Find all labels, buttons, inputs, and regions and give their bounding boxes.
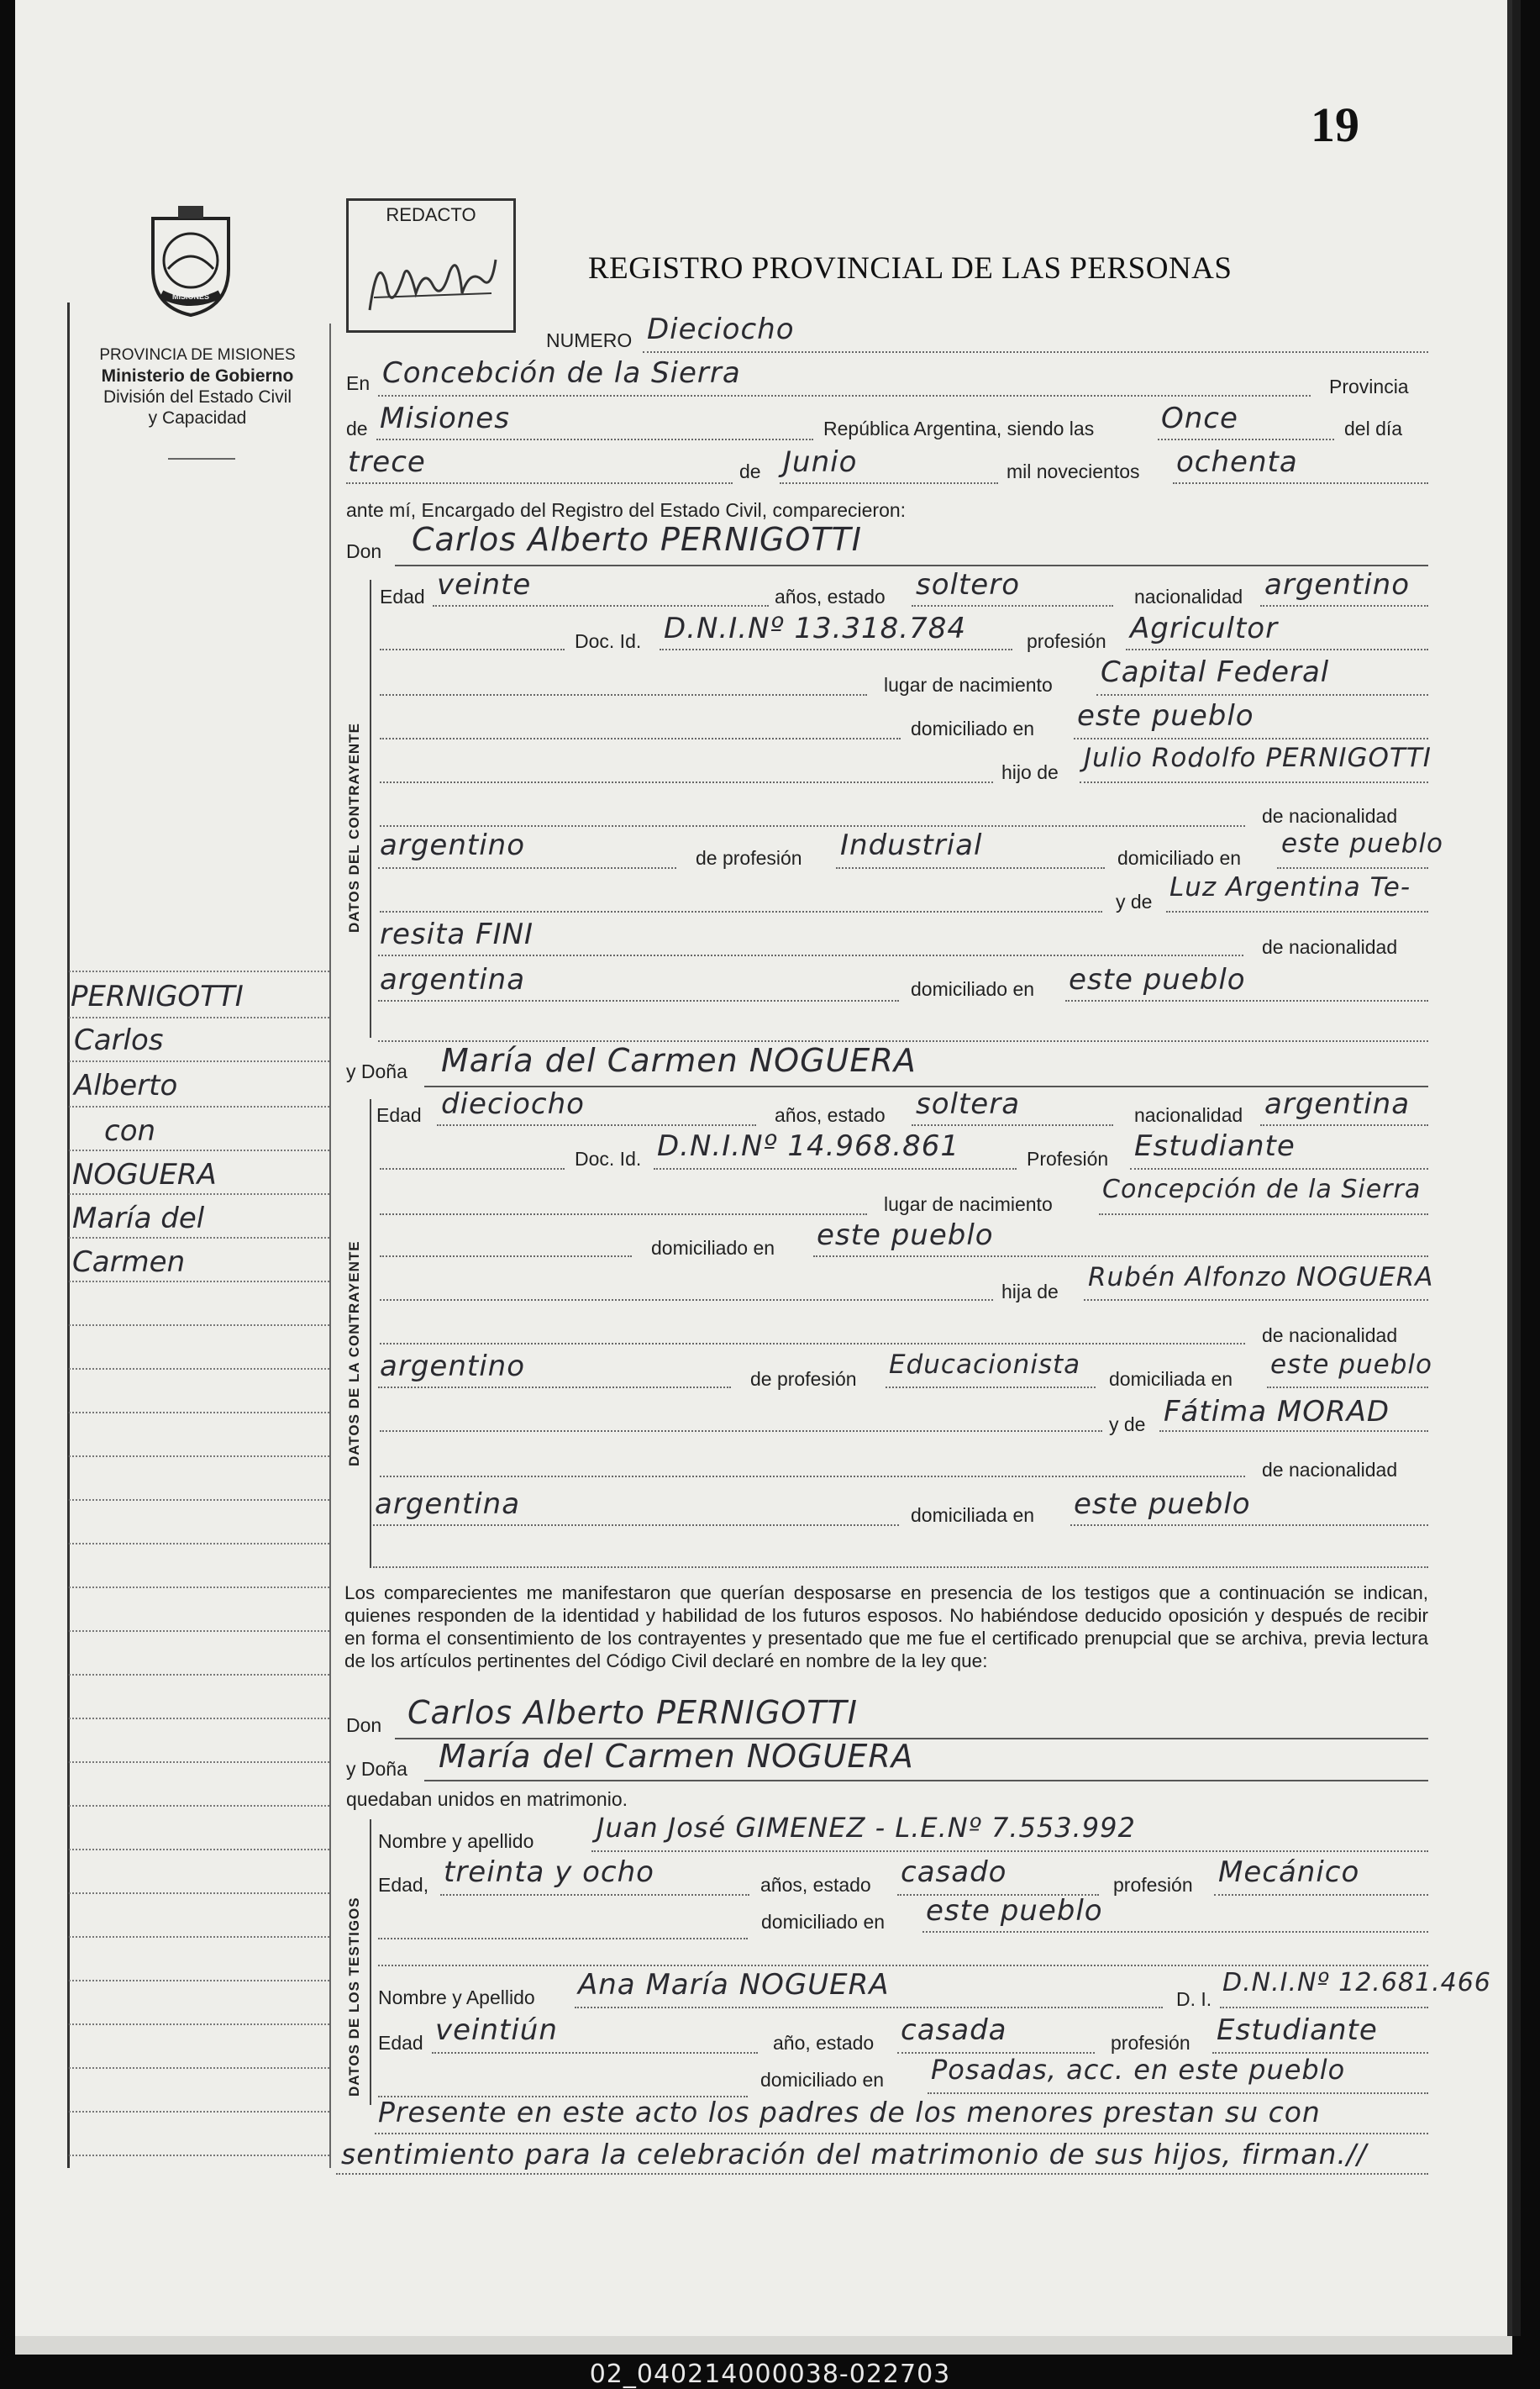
margin-line — [69, 1193, 329, 1195]
margin-line — [69, 1499, 329, 1501]
w1-edad-line — [440, 1894, 749, 1896]
bride-doc-line — [654, 1168, 1017, 1170]
groom-dom-label: domiciliado en — [911, 718, 1035, 739]
bride-lugar-lead — [380, 1213, 867, 1215]
w1-nombre-line — [591, 1850, 1428, 1852]
groom-madre2-line — [378, 955, 1243, 956]
hora-line — [1158, 439, 1334, 440]
ministry-header — [67, 345, 328, 429]
bride-edad-value: dieciocho — [441, 1087, 585, 1121]
bride-doc-lead — [380, 1168, 565, 1170]
bride-madre-line — [1159, 1430, 1428, 1432]
margin-line — [69, 2067, 329, 2069]
margin-line — [69, 1980, 329, 1981]
mes-value: Junio — [783, 445, 858, 479]
margin-line — [69, 1150, 329, 1151]
document-id: 02_040214000038-022703 — [589, 2360, 951, 2389]
redacto-label: REDACTO — [386, 204, 476, 225]
margin-note: PERNIGOTTI — [71, 980, 244, 1013]
bride-madre-lead — [380, 1430, 1102, 1432]
groom-hijo-line — [1080, 781, 1428, 783]
groom-doc-lead — [380, 649, 565, 650]
groom-estado-value: soltero — [916, 568, 1020, 602]
bride-estado-value: soltera — [916, 1087, 1021, 1121]
margin-note: Carmen — [72, 1245, 186, 1279]
decl-dona-value: María del Carmen NOGUERA — [439, 1738, 914, 1775]
groom-prof-label: profesión — [1027, 630, 1106, 652]
w2-nombre-value: Ana María NOGUERA — [578, 1968, 890, 2002]
groom-estado-label: años, estado — [775, 586, 886, 608]
note-line-1-rule — [375, 2133, 1428, 2134]
don-label: Don — [346, 540, 382, 562]
margin-line — [69, 1281, 329, 1282]
groom-padre-prof-label: de profesión — [696, 847, 802, 869]
groom-edad-line — [433, 605, 769, 607]
margin-note: NOGUERA — [72, 1158, 217, 1192]
w2-edad-value: veintiún — [435, 2013, 558, 2047]
w2-estado-label: año, estado — [773, 2032, 875, 2054]
bride-prof-label: Profesión — [1027, 1148, 1109, 1170]
margin-note: Carlos — [74, 1023, 164, 1057]
anio-value: ochenta — [1176, 445, 1298, 479]
groom-madre-nac-value: argentina — [380, 963, 526, 997]
w1-dom-value: este pueblo — [926, 1894, 1103, 1928]
decl-don-value: Carlos Alberto PERNIGOTTI — [407, 1694, 858, 1731]
ministry-label: Ministerio de Gobierno — [101, 366, 294, 386]
groom-padre-nac-value: argentino — [380, 829, 525, 862]
bride-nac-label: nacionalidad — [1134, 1104, 1243, 1126]
groom-bracket — [370, 580, 371, 1038]
bride-estado-label: años, estado — [775, 1104, 886, 1126]
margin-rule — [67, 303, 70, 2168]
del-dia-label: del día — [1344, 418, 1403, 439]
w2-nombre-label: Nombre y Apellido — [378, 1986, 535, 2008]
bride-madre-dom-value: este pueblo — [1074, 1487, 1251, 1521]
margin-line — [69, 1368, 329, 1370]
margin-line — [69, 1106, 329, 1108]
margin-line — [69, 2111, 329, 2113]
bride-doc-value: D.N.I.Nº 14.968.861 — [657, 1129, 959, 1163]
groom-padre-nac-line — [378, 867, 676, 869]
groom-edad-value: veinte — [437, 568, 532, 602]
groom-hijo-label: hijo de — [1001, 761, 1059, 783]
margin-line — [69, 1455, 329, 1457]
groom-padre-prof-value: Industrial — [840, 829, 983, 862]
w1-nombre-value: Juan José GIMENEZ - L.E.Nº 7.553.992 — [597, 1812, 1136, 1844]
w2-edad-line — [432, 2052, 758, 2054]
bride-madre-nac-value: argentina — [375, 1487, 521, 1521]
w1-dom-label: domiciliado en — [761, 1911, 886, 1933]
w1-edad-label: Edad, — [378, 1874, 429, 1896]
numero-label: NUMERO — [546, 329, 633, 351]
groom-madre-dom-line — [1065, 1000, 1428, 1002]
w2-dom-line — [928, 2092, 1428, 2094]
de-line — [376, 439, 813, 440]
province-label: PROVINCIA DE MISIONES — [99, 346, 296, 364]
numero-line — [643, 351, 1428, 353]
w2-edad-label: Edad — [378, 2032, 423, 2054]
bride-lugar-label: lugar de nacimiento — [884, 1193, 1053, 1215]
decl-dona-line — [424, 1780, 1428, 1781]
margin-line — [69, 1892, 329, 1894]
margin-line — [69, 1805, 329, 1807]
en-line — [378, 395, 1311, 397]
w2-prof-label: profesión — [1111, 2032, 1190, 2054]
note-line-2-rule — [336, 2173, 1428, 2175]
w1-estado-label: años, estado — [760, 1874, 871, 1896]
groom-padre-dom-value: este pueblo — [1281, 829, 1443, 859]
groom-padre-prof-line — [836, 867, 1105, 869]
margin-line — [69, 1849, 329, 1850]
w2-dom-label: domiciliado en — [760, 2069, 885, 2091]
groom-madre-nac-line — [378, 1000, 899, 1002]
bride-madre-nac-line — [373, 1524, 899, 1526]
bride-padre-dom-label: domiciliada en — [1109, 1368, 1233, 1390]
groom-hijo-lead — [380, 781, 993, 783]
groom-padre-dom-line — [1277, 867, 1428, 869]
margin-line — [69, 1936, 329, 1938]
bride-madre-dom-label: domiciliada en — [911, 1504, 1035, 1526]
margin-line — [69, 1060, 329, 1062]
groom-section-label: DATOS DEL CONTRAYENTE — [346, 723, 362, 933]
bride-section-label: DATOS DE LA CONTRAYENTE — [346, 1240, 362, 1466]
groom-madre-nac-label: de nacionalidad — [1262, 936, 1398, 958]
dia-line — [346, 482, 733, 484]
mes-line — [780, 482, 998, 484]
margin-note: con — [104, 1114, 156, 1148]
bride-madre-nac-label: de nacionalidad — [1262, 1459, 1398, 1481]
bride-madre-dom-line — [1070, 1524, 1428, 1526]
groom-nac-label: nacionalidad — [1134, 586, 1243, 608]
bride-madre-nac-lead — [380, 1476, 1245, 1477]
header-divider — [168, 458, 235, 460]
w1-prof-label: profesión — [1113, 1874, 1193, 1896]
w2-dom-value: Posadas, acc. en este pueblo — [931, 2054, 1346, 2086]
margin-note: Alberto — [74, 1069, 178, 1102]
groom-lugar-lead — [380, 694, 867, 696]
w2-di-line — [1220, 2007, 1428, 2008]
de-label: de — [346, 418, 368, 439]
republica-label: República Argentina, siendo las — [823, 418, 1095, 439]
margin-line — [69, 1017, 329, 1018]
declaration-paragraph: Los comparecientes me manifestaron que querían desposarse en presencia de los testigos que a continuación se indican, quienes responden de la identidad y habilidad de los futuros esposos. No habiéndose deducido oposición y después de recibir en forma el consentimiento de los contrayentes y presentado que me fue el certificado prenupcial que se archiva, previa lectura de los artículos pertinentes del Código Civil declaré en nombre de la ley que: — [344, 1582, 1428, 1671]
bride-padre-prof-value: Educacionista — [889, 1350, 1081, 1380]
bride-dom-line — [813, 1255, 1428, 1257]
bride-padre-nac-line — [378, 1387, 731, 1388]
bride-hija-lead — [380, 1299, 993, 1301]
bride-bracket — [370, 1099, 371, 1568]
groom-madre-value-1: Luz Argentina Te- — [1169, 872, 1411, 902]
groom-madre-value-2: resita FINI — [380, 918, 534, 951]
groom-nac2-lead — [380, 825, 1245, 827]
groom-doc-line — [660, 649, 1012, 650]
w2-estado-value: casada — [901, 2013, 1007, 2047]
groom-nac2-label: de nacionalidad — [1262, 805, 1398, 827]
division-label: División del Estado Civil — [102, 387, 292, 407]
w1-dom-line — [922, 1931, 1428, 1933]
groom-lugar-value: Capital Federal — [1101, 655, 1330, 689]
groom-madre-lead — [380, 911, 1102, 913]
bride-edad-line — [437, 1124, 756, 1126]
bride-nac-line — [1260, 1124, 1428, 1126]
redacto-box — [346, 198, 516, 333]
bride-madre-value: Fátima MORAD — [1164, 1395, 1390, 1429]
anio-line — [1173, 482, 1428, 484]
page-number: 19 — [1311, 97, 1359, 152]
dia-value: trece — [348, 445, 426, 479]
margin-line — [69, 1761, 329, 1763]
margin-line — [69, 1543, 329, 1544]
witness-bracket — [370, 1819, 371, 2105]
groom-dom-value: este pueblo — [1077, 699, 1254, 733]
groom-edad-label: Edad — [380, 586, 425, 608]
bride-dom-lead — [380, 1255, 632, 1257]
decl-dona-label: y Doña — [346, 1758, 407, 1780]
bride-padre-dom-value: este pueblo — [1270, 1350, 1432, 1380]
mil-label: mil novecientos — [1007, 460, 1140, 482]
w2-prof-value: Estudiante — [1217, 2013, 1378, 2047]
bride-padre-prof-label: de profesión — [750, 1368, 857, 1390]
margin-line — [69, 2023, 329, 2025]
note-line-2: sentimiento para la celebración del matrimonio de sus hijos, firman.// — [341, 2138, 1368, 2171]
margin-line — [69, 1324, 329, 1326]
bride-doc-label: Doc. Id. — [575, 1148, 642, 1170]
capacity-label: y Capacidad — [148, 408, 247, 428]
groom-prof-value: Agricultor — [1130, 612, 1279, 645]
groom-lugar-line — [1096, 694, 1428, 696]
bride-madre-label: y de — [1109, 1413, 1146, 1435]
bride-nac2-label: de nacionalidad — [1262, 1324, 1398, 1346]
numero-value: Dieciocho — [647, 313, 795, 346]
bride-hija-label: hija de — [1001, 1281, 1059, 1302]
bride-prof-line — [1130, 1168, 1428, 1170]
w1-end-line — [378, 1965, 1428, 1966]
en-value: Concebción de la Sierra — [382, 356, 741, 390]
bride-hija-value: Rubén Alfonzo NOGUERA — [1088, 1262, 1434, 1292]
groom-nac-value: argentino — [1264, 568, 1410, 602]
groom-madre-line — [1166, 911, 1428, 913]
svg-text:MISIONES: MISIONES — [171, 292, 210, 301]
bride-lugar-value: Concepción de la Sierra — [1102, 1175, 1422, 1204]
bride-nac-value: argentina — [1264, 1087, 1411, 1121]
bride-end-line — [373, 1566, 1428, 1568]
margin-line — [69, 1412, 329, 1413]
bride-estado-line — [912, 1124, 1113, 1126]
dona-value: María del Carmen NOGUERA — [441, 1042, 917, 1079]
margin-line — [69, 971, 329, 972]
de-value: Misiones — [380, 402, 510, 435]
margin-line — [69, 2155, 329, 2156]
bride-dom-value: este pueblo — [817, 1218, 994, 1252]
bride-dom-label: domiciliado en — [651, 1237, 775, 1259]
margin-line — [69, 1674, 329, 1676]
w2-di-label: D. I. — [1176, 1988, 1212, 2010]
w1-nombre-label: Nombre y apellido — [378, 1830, 534, 1852]
provincial-seal-icon — [145, 202, 237, 319]
de2-label: de — [739, 460, 761, 482]
groom-dom-lead — [380, 738, 901, 739]
groom-estado-line — [912, 605, 1113, 607]
bride-lugar-line — [1099, 1213, 1428, 1215]
margin-line — [69, 1587, 329, 1588]
dona-label: y Doña — [346, 1060, 407, 1082]
bride-padre-nac-value: argentino — [380, 1350, 525, 1383]
margin-line — [69, 1718, 329, 1719]
groom-dom-line — [1074, 738, 1428, 739]
groom-hijo-value: Julio Rodolfo PERNIGOTTI — [1084, 743, 1432, 773]
w2-di-value: D.N.I.Nº 12.681.466 — [1222, 1968, 1491, 1997]
w2-nombre-line — [575, 2007, 1163, 2008]
groom-doc-label: Doc. Id. — [575, 630, 642, 652]
hora-value: Once — [1161, 402, 1238, 435]
w1-estado-value: casado — [901, 1855, 1007, 1889]
groom-madre-label: y de — [1116, 891, 1153, 913]
w1-prof-line — [1214, 1894, 1428, 1896]
witness-section-label: DATOS DE LOS TESTIGOS — [346, 1897, 362, 2097]
groom-nac-line — [1260, 605, 1428, 607]
en-label: En — [346, 372, 371, 394]
quedaban-label: quedaban unidos en matrimonio. — [346, 1788, 628, 1810]
groom-padre-dom-label: domiciliado en — [1117, 847, 1242, 869]
groom-madre-dom-label: domiciliado en — [911, 978, 1035, 1000]
bride-hija-line — [1084, 1299, 1428, 1301]
redacto-signature-icon — [357, 234, 505, 327]
column-rule — [329, 324, 331, 2168]
decl-don-label: Don — [346, 1714, 382, 1736]
margin-line — [69, 1237, 329, 1239]
bride-prof-value: Estudiante — [1134, 1129, 1296, 1163]
don-value: Carlos Alberto PERNIGOTTI — [412, 521, 862, 558]
registry-title: REGISTRO PROVINCIAL DE LAS PERSONAS — [588, 251, 1233, 286]
bride-padre-prof-line — [886, 1387, 1096, 1388]
margin-note: María del — [72, 1202, 205, 1235]
note-line-1: Presente en este acto los padres de los menores prestan su con — [378, 2096, 1321, 2129]
groom-madre-dom-value: este pueblo — [1069, 963, 1246, 997]
w1-dom-lead — [378, 1938, 748, 1939]
bride-padre-dom-line — [1267, 1387, 1428, 1388]
ante-label: ante mí, Encargado del Registro del Estado Civil, comparecieron: — [346, 499, 907, 521]
groom-prof-line — [1126, 649, 1428, 650]
provincia-label: Provincia — [1329, 376, 1409, 397]
margin-line — [69, 1630, 329, 1632]
w1-edad-value: treinta y ocho — [444, 1855, 654, 1889]
groom-lugar-label: lugar de nacimiento — [884, 674, 1053, 696]
groom-doc-value: D.N.I.Nº 13.318.784 — [664, 612, 966, 645]
don-line — [395, 565, 1428, 566]
w1-prof-value: Mecánico — [1218, 1855, 1360, 1889]
page-edge — [15, 2336, 1512, 2355]
bride-nac2-lead — [380, 1343, 1245, 1344]
bride-edad-label: Edad — [376, 1104, 422, 1126]
